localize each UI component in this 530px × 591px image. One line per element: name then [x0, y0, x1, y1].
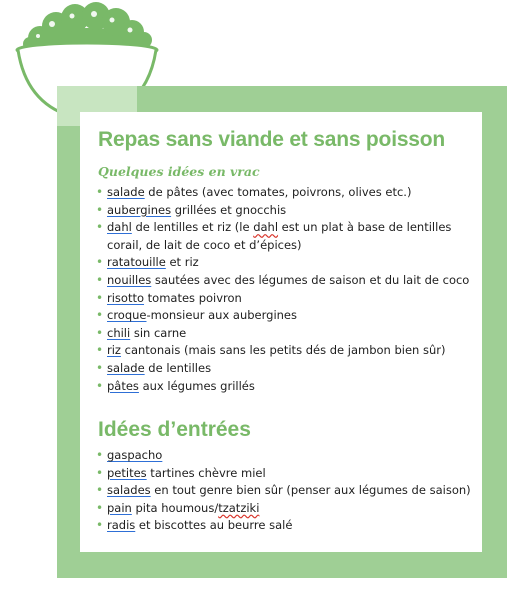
list-item — [96, 378, 476, 396]
item-keyword: chili — [107, 325, 131, 340]
item-keyword: pâtes — [107, 378, 139, 393]
list-item — [96, 360, 476, 378]
item-keyword: salade — [107, 185, 145, 199]
list-item — [96, 219, 476, 254]
item-text: en tout genre bien sûr (penser aux légumes de saison) — [150, 483, 471, 498]
item-keyword: risotto — [107, 290, 145, 305]
item-text: et biscottes au beurre salé — [135, 518, 293, 533]
starters-title: Idées d’entrées — [98, 418, 251, 441]
item-text: sin carne — [130, 325, 187, 340]
item-keyword: nouilles — [107, 272, 152, 287]
item-keyword: ratatouille — [107, 255, 166, 270]
item-keyword: croque — [107, 308, 147, 323]
item-text: grillées et gnocchis — [171, 202, 287, 217]
item-keyword: pain — [107, 500, 132, 515]
item-text: -monsieur aux aubergines — [146, 308, 297, 323]
section-subtitle: Quelques idées en vrac — [98, 164, 260, 179]
list-item — [96, 272, 476, 290]
item-text: pita houmous/ — [131, 500, 219, 515]
item-text: de pâtes (avec tomates, poivrons, olives etc.) — [144, 185, 412, 199]
list-item — [96, 342, 476, 360]
list-item — [96, 500, 476, 518]
item-text: aux légumes grillés — [138, 378, 255, 393]
item-keyword: petites — [107, 465, 147, 480]
item-keyword: salades — [107, 483, 151, 498]
list-item — [96, 254, 476, 272]
list-item — [96, 307, 476, 325]
item-text: tomates poivron — [144, 290, 242, 305]
ideas-list — [96, 184, 476, 395]
item-text: tartines chèvre miel — [146, 465, 266, 480]
list-item — [96, 465, 476, 483]
starters-list — [96, 447, 476, 535]
list-item — [96, 517, 476, 535]
list-item — [96, 482, 476, 500]
item-text: est un plat à base de lentilles corail, de lait de coco et d’épices) — [107, 220, 452, 252]
item-text: cantonais (mais sans les petits dés de jambon bien sûr) — [120, 343, 446, 358]
item-text: de lentilles et riz (le — [131, 220, 254, 235]
item-keyword: gaspacho — [107, 448, 163, 462]
list-item — [96, 290, 476, 308]
list-item — [96, 184, 476, 202]
page-title: Repas sans viande et sans poisson — [98, 128, 446, 151]
list-item — [96, 325, 476, 343]
list-item — [96, 202, 476, 220]
item-text: et riz — [165, 255, 199, 270]
item-keyword: salade — [107, 360, 145, 375]
item-misspelled-word: tzatziki — [218, 500, 260, 515]
item-text: sautées avec des légumes de saison et du lait de coco — [151, 272, 470, 287]
list-item — [96, 447, 476, 465]
item-keyword: radis — [107, 518, 136, 533]
item-keyword: riz — [107, 343, 121, 358]
item-text: de lentilles — [144, 360, 212, 375]
item-keyword: dahl — [107, 220, 132, 235]
item-keyword: aubergines — [107, 202, 172, 217]
item-misspelled-word: dahl — [253, 220, 279, 235]
